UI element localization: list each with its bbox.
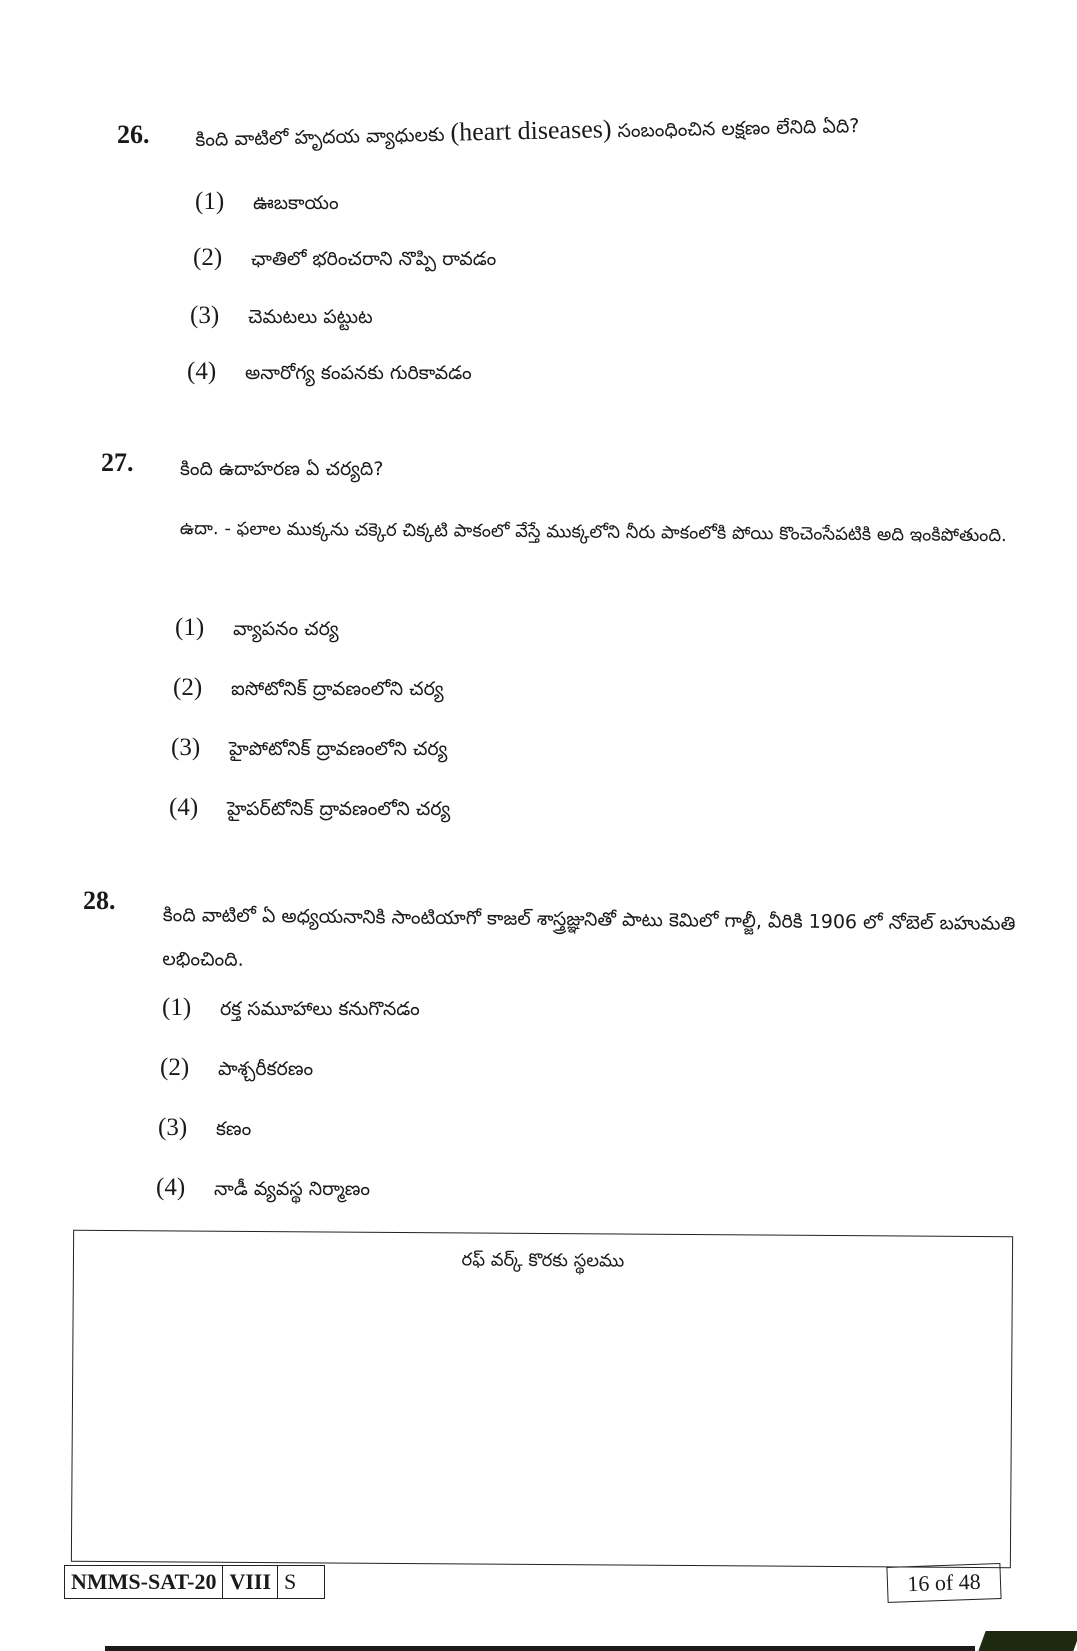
question-number: 26.: [117, 120, 150, 149]
option-text: కణం: [216, 1118, 252, 1140]
class-label: VIII: [223, 1566, 278, 1598]
option-4[interactable]: [187, 358, 472, 389]
option-text: హైపోటోనిక్ ద్రావణంలోని చర్య: [229, 738, 448, 760]
option-number: (4): [156, 1174, 186, 1201]
option-number: (3): [190, 302, 220, 329]
option-1[interactable]: [195, 188, 339, 219]
option-text: రక్త సమూహాలు కనుగొనడం: [220, 998, 420, 1020]
section-label: S: [284, 1569, 297, 1594]
option-number: (3): [171, 734, 201, 761]
option-text: పాశ్చరీకరణం: [218, 1058, 314, 1080]
option-text: నాడీ వ్యవస్థ నిర్మాణం: [214, 1178, 371, 1200]
option-number: (2): [193, 244, 223, 271]
question-text-part: సంబంధించిన లక్షణం లేనిది ఏది?: [611, 115, 860, 143]
question-number: 28.: [83, 886, 116, 915]
option-text: వ్యాపనం చర్య: [233, 618, 339, 640]
option-3[interactable]: [190, 302, 373, 333]
option-number: (4): [169, 794, 199, 821]
option-3[interactable]: [171, 734, 447, 765]
page-number: 16 of 48: [886, 1563, 1001, 1603]
option-number: (3): [158, 1114, 188, 1141]
option-4[interactable]: [169, 794, 450, 825]
option-1[interactable]: [175, 614, 339, 645]
option-text: అనారోగ్య కంపనకు గురికావడం: [245, 362, 472, 384]
question-text: [195, 106, 1045, 154]
option-number: (2): [160, 1054, 190, 1081]
option-number: (1): [162, 994, 192, 1021]
option-text: ఊబకాయం: [253, 192, 339, 214]
example-text: ఉదా. - ఫలాల ముక్కను చక్కెర చిక్కటి పాకంలో వేస్తే ముక్కలోని నీరు పాకంలోకి పోయి కొంచెంసేపటికి అది ఇంకిపోతుంది.: [179, 517, 1007, 547]
question-text-english: (heart diseases): [450, 114, 612, 147]
option-number: (4): [187, 358, 217, 385]
option-2[interactable]: [193, 244, 496, 275]
option-3[interactable]: [158, 1114, 251, 1145]
rough-work-title: రఫ్ వర్క్ కొరకు స్థలము: [461, 1249, 625, 1272]
question-text: కింది వాటిలో ఏ అధ్యయనానికి సాంటియాగో కాజల్ శాస్త్రజ్ఞునితో పాటు కెమిలో గాల్జీ, వీరికి 1906 లో నోబెల్ బహుమతి లభించింది.: [162, 903, 1016, 971]
option-text: హైపర్‌టోనిక్ ద్రావణంలోని చర్య: [227, 798, 451, 820]
exam-code: NMMS-SAT-20: [65, 1566, 223, 1598]
option-text: ఛాతిలో భరించరాని నొప్పి రావడం: [251, 248, 497, 270]
option-2[interactable]: [173, 674, 444, 705]
footer-code-box: [64, 1565, 325, 1599]
question-text: కింది ఉదాహరణ ఏ చర్యది?: [180, 458, 384, 480]
scan-edge: [105, 1646, 975, 1651]
option-text: చెమటలు పట్టుట: [248, 306, 373, 328]
question-number: 27.: [101, 448, 134, 477]
scan-corner: [978, 1631, 1077, 1651]
option-text: ఐసోటోనిక్ ద్రావణంలోని చర్య: [231, 678, 444, 700]
rough-work-box[interactable]: [71, 1230, 1013, 1569]
question-text-part: కింది వాటిలో హృదయ వ్యాధులకు: [195, 123, 451, 151]
option-number: (1): [195, 188, 225, 215]
option-number: (1): [175, 614, 205, 641]
option-2[interactable]: [160, 1054, 313, 1085]
option-4[interactable]: [156, 1174, 370, 1205]
option-1[interactable]: [162, 994, 420, 1025]
option-number: (2): [173, 674, 203, 701]
